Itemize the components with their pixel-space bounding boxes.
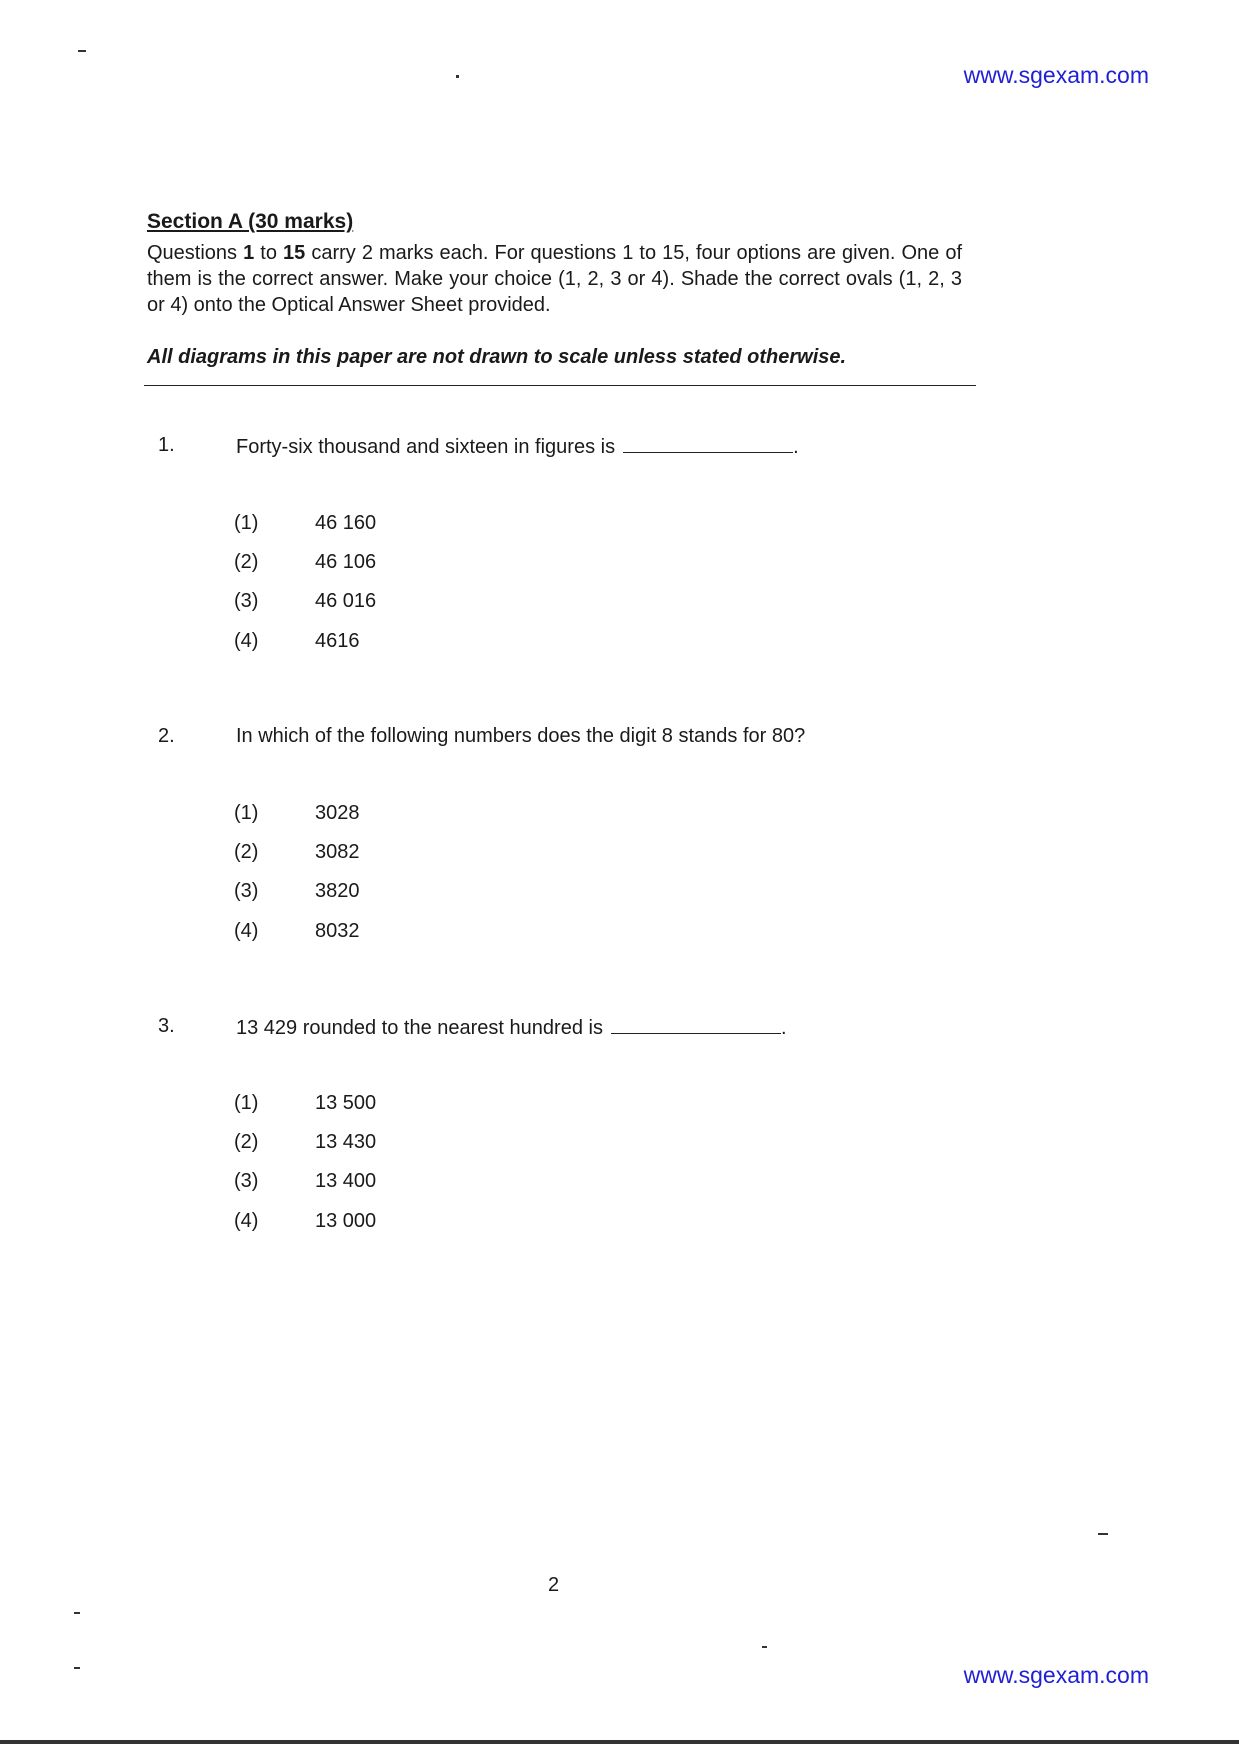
option-value: 13 500 <box>315 1092 377 1114</box>
option-label: (2) <box>234 841 259 863</box>
question-3-option-1 <box>0 1092 600 1122</box>
option-value: 4616 <box>315 630 360 652</box>
option-value: 3028 <box>315 802 360 824</box>
diagram-note: All diagrams in this paper are not drawn to scale unless stated otherwise. <box>147 346 847 368</box>
site-link-top[interactable]: www.sgexam.com <box>963 62 1149 88</box>
question-2-option-2 <box>0 841 600 871</box>
option-value: 46 106 <box>315 551 377 573</box>
option-label: (3) <box>234 880 259 902</box>
question-2-option-4 <box>0 920 600 950</box>
question-number: 2. <box>158 725 175 747</box>
option-value: 13 000 <box>315 1210 377 1232</box>
question-3-option-3 <box>0 1170 600 1200</box>
scan-edge <box>0 1740 1239 1744</box>
option-value: 46 160 <box>315 512 377 534</box>
scan-speck <box>762 1646 767 1648</box>
scan-speck <box>78 50 86 52</box>
question-1-option-4 <box>0 630 600 660</box>
question-2-option-1 <box>0 802 600 832</box>
page-number: 2 <box>548 1574 560 1596</box>
answer-blank <box>623 434 793 453</box>
question-1-option-1 <box>0 512 600 542</box>
section-divider <box>144 385 976 386</box>
question-1-option-3 <box>0 590 600 620</box>
section-instructions: Questions 1 to 15 carry 2 marks each. For questions 1 to 15, four options are given. One of them is the correct answer. Make your choice (1, 2, 3 or 4). Shade the correct ovals (1, 2, 3 or 4) onto the Optical Answer Sheet provided. <box>147 242 962 316</box>
question-text: In which of the following numbers does the digit 8 stands for 80? <box>236 725 806 747</box>
scan-speck <box>456 75 459 78</box>
scan-speck <box>74 1667 80 1669</box>
option-label: (1) <box>234 512 259 534</box>
section-title: Section A (30 marks) <box>147 210 354 233</box>
question-number: 3. <box>158 1015 175 1037</box>
option-value: 46 016 <box>315 590 377 612</box>
option-label: (4) <box>234 920 259 942</box>
option-label: (1) <box>234 1092 259 1114</box>
option-label: (4) <box>234 630 259 652</box>
question-text: Forty-six thousand and sixteen in figures is . <box>236 436 799 458</box>
option-label: (2) <box>234 1131 259 1153</box>
option-label: (1) <box>234 802 259 824</box>
site-link-bottom[interactable]: www.sgexam.com <box>963 1662 1149 1688</box>
scan-speck <box>1098 1533 1108 1535</box>
option-label: (3) <box>234 590 259 612</box>
question-number: 1. <box>158 434 175 456</box>
question-3-option-2 <box>0 1131 600 1161</box>
question-2-option-3 <box>0 880 600 910</box>
option-value: 13 400 <box>315 1170 377 1192</box>
question-text: 13 429 rounded to the nearest hundred is . <box>236 1017 787 1039</box>
option-label: (2) <box>234 551 259 573</box>
option-label: (3) <box>234 1170 259 1192</box>
option-label: (4) <box>234 1210 259 1232</box>
option-value: 3082 <box>315 841 360 863</box>
option-value: 13 430 <box>315 1131 377 1153</box>
answer-blank <box>611 1015 781 1034</box>
question-1-option-2 <box>0 551 600 581</box>
option-value: 3820 <box>315 880 360 902</box>
scan-speck <box>74 1612 80 1614</box>
option-value: 8032 <box>315 920 360 942</box>
question-3-option-4 <box>0 1210 600 1240</box>
